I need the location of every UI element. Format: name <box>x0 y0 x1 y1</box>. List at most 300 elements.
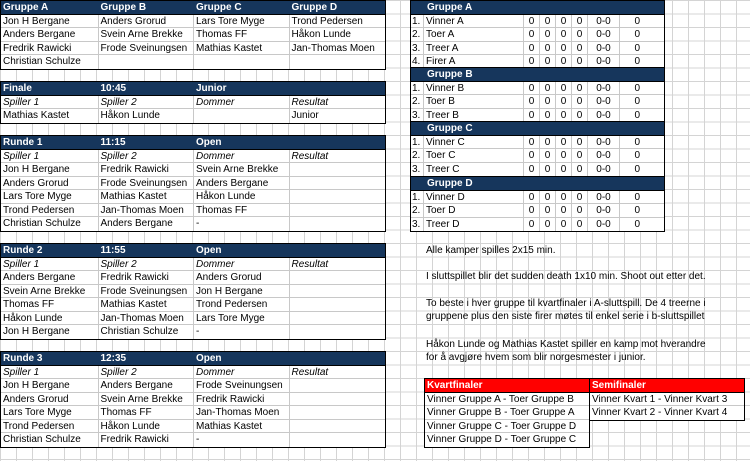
stat-cell[interactable]: 0 <box>540 82 556 95</box>
score-cell[interactable]: 0-0 <box>588 109 620 123</box>
stat-cell[interactable]: 0 <box>556 82 572 95</box>
table-cell[interactable]: Frode Sveinungsen <box>99 285 195 298</box>
subheader-cell[interactable]: Spiller 2 <box>99 258 195 271</box>
table-cell[interactable]: Anders Bergane <box>99 379 195 392</box>
table-row <box>1 15 385 29</box>
stat-cell[interactable]: 0 <box>524 28 540 41</box>
finale-table <box>0 81 386 124</box>
table-row <box>1 28 385 42</box>
standings-title[interactable]: Gruppe A <box>411 1 664 14</box>
header-cell[interactable]: 10:45 <box>98 82 194 95</box>
stat-cell[interactable]: 0 <box>524 163 540 177</box>
table-cell[interactable]: Anders Bergane <box>1 28 99 41</box>
table-row <box>1 109 385 123</box>
table-cell[interactable]: Jan-Thomas Moen <box>99 312 195 325</box>
standings-header-row <box>411 122 664 136</box>
subheader-cell[interactable]: Spiller 2 <box>99 366 195 379</box>
table-cell[interactable]: Frode Sveinungsen <box>194 379 290 392</box>
table-cell[interactable]: Christian Schulze <box>1 55 99 69</box>
table-row <box>1 298 385 312</box>
standings-title[interactable]: Gruppe D <box>411 177 664 190</box>
subheader-row <box>1 96 385 110</box>
header-cell[interactable]: Gruppe B <box>98 1 194 14</box>
table-cell[interactable]: Håkon Lunde <box>291 29 351 40</box>
header-cell[interactable]: 11:15 <box>98 136 194 149</box>
subheader-cell[interactable]: Spiller 1 <box>1 366 99 379</box>
round-1-table <box>0 135 386 232</box>
table-cell[interactable]: Håkon Lunde <box>1 312 99 325</box>
stat-cell[interactable]: 0 <box>556 42 572 55</box>
subheader-row <box>1 150 385 164</box>
points-cell[interactable]: 0 <box>634 29 640 40</box>
score-cell[interactable]: 0-0 <box>588 136 620 149</box>
score-cell[interactable]: 0-0 <box>588 218 620 232</box>
team-cell[interactable]: Firer A <box>424 55 524 69</box>
table-cell[interactable] <box>290 312 386 325</box>
table-cell[interactable] <box>290 406 386 419</box>
points-cell[interactable]: 0 <box>634 191 640 203</box>
subheader-cell[interactable]: Dommer <box>194 258 290 271</box>
table-cell[interactable]: - <box>194 217 290 231</box>
stat-cell[interactable]: 0 <box>572 204 588 217</box>
stat-cell[interactable]: 0 <box>572 218 588 232</box>
table-cell[interactable] <box>290 271 386 284</box>
note-line[interactable]: Håkon Lunde og Mathias Kastet spiller en kamp mot hverandre <box>426 339 706 350</box>
rank-cell[interactable]: 3. <box>411 163 424 177</box>
team-cell[interactable]: Vinner B <box>424 82 524 95</box>
points-cell[interactable]: 0 <box>634 218 640 230</box>
stat-cell[interactable]: 0 <box>556 28 572 41</box>
groups-header-row <box>1 1 385 15</box>
stat-cell[interactable]: 0 <box>556 149 572 162</box>
table-cell[interactable]: Anders Bergane <box>99 217 195 231</box>
table-cell[interactable]: Fredrik Rawicki <box>99 271 195 284</box>
table-cell[interactable]: Thomas FF <box>194 28 290 41</box>
subheader-cell[interactable]: Spiller 2 <box>99 150 195 163</box>
table-cell[interactable]: Trond Pedersen <box>1 204 99 217</box>
score-cell[interactable]: 0-0 <box>588 191 620 204</box>
standings-row <box>411 218 664 232</box>
team-cell[interactable]: Toer B <box>424 95 524 108</box>
points-cell[interactable]: 0 <box>634 163 640 175</box>
team-cell[interactable]: Toer D <box>424 204 524 217</box>
table-row <box>1 406 385 420</box>
stat-cell[interactable]: 0 <box>540 163 556 177</box>
table-cell[interactable]: Anders Grorud <box>194 271 290 284</box>
header-cell[interactable]: Gruppe C <box>194 1 290 14</box>
score-cell[interactable]: 0-0 <box>588 55 620 69</box>
stat-cell[interactable]: 0 <box>572 149 588 162</box>
score-cell[interactable]: 0-0 <box>588 163 620 177</box>
table-row <box>1 420 385 434</box>
standings-title[interactable]: Gruppe C <box>411 122 664 135</box>
stat-cell[interactable]: 0 <box>540 149 556 162</box>
team-cell[interactable]: Toer C <box>424 149 524 162</box>
stat-cell[interactable]: 0 <box>556 204 572 217</box>
subheader-row <box>1 366 385 380</box>
table-row <box>1 190 385 204</box>
stat-cell[interactable]: 0 <box>540 136 556 149</box>
round-header-row <box>1 244 385 258</box>
rank-cell[interactable]: 3. <box>411 42 424 55</box>
subheader-cell[interactable]: Spiller 1 <box>1 96 99 109</box>
rank-cell[interactable]: 1. <box>411 136 424 149</box>
table-cell[interactable]: Anders Bergane <box>194 177 290 190</box>
table-cell[interactable]: Svein Arne Brekke <box>1 285 99 298</box>
stat-cell[interactable]: 0 <box>556 136 572 149</box>
stat-cell[interactable]: 0 <box>524 55 540 69</box>
note-line[interactable]: gruppene plus den siste firer møtes til enkel serie i b-sluttspillet <box>426 311 705 322</box>
kvartfinaler-title[interactable]: Kvartfinaler <box>425 379 589 392</box>
team-cell[interactable]: Vinner C <box>424 136 524 149</box>
standings-row <box>411 109 664 123</box>
rank-cell[interactable]: 1. <box>411 15 424 28</box>
team-cell[interactable]: Treer A <box>424 42 524 55</box>
standings-group-c <box>410 121 665 177</box>
table-cell[interactable]: Frode Sveinungsen <box>99 42 195 55</box>
stat-cell[interactable]: 0 <box>540 28 556 41</box>
table-cell[interactable]: Christian Schulze <box>1 217 99 231</box>
stat-cell[interactable]: 0 <box>524 149 540 162</box>
table-cell[interactable]: Anders Bergane <box>1 271 99 284</box>
team-cell[interactable]: Treer C <box>424 163 524 177</box>
table-row <box>1 312 385 326</box>
stat-cell[interactable]: 0 <box>556 55 572 69</box>
rank-cell[interactable]: 1. <box>411 191 424 204</box>
table-cell[interactable]: Lars Tore Myge <box>194 312 290 325</box>
subheader-cell[interactable]: Resultat <box>291 258 329 270</box>
score-cell[interactable]: 0-0 <box>588 95 620 108</box>
table-cell[interactable]: Trond Pedersen <box>194 298 290 311</box>
table-row <box>1 393 385 407</box>
table-cell[interactable]: Jon H Bergane <box>1 163 99 176</box>
rank-cell[interactable]: 2. <box>411 95 424 108</box>
standings-group-d <box>410 176 665 232</box>
header-cell[interactable]: Gruppe A <box>1 1 98 14</box>
standings-row <box>411 95 664 109</box>
stat-cell[interactable]: 0 <box>572 55 588 69</box>
match-row <box>425 433 589 447</box>
table-cell[interactable]: Trond Pedersen <box>291 15 363 27</box>
table-cell[interactable] <box>290 190 386 203</box>
subheader-cell[interactable]: Spiller 1 <box>1 258 99 271</box>
table-cell[interactable] <box>290 325 386 339</box>
table-cell[interactable]: Håkon Lunde <box>99 109 195 123</box>
match-cell[interactable]: Vinner Gruppe B - Toer Gruppe A <box>427 407 575 418</box>
table-cell[interactable]: Thomas FF <box>99 406 195 419</box>
match-cell[interactable]: Vinner Kvart 2 - Vinner Kvart 4 <box>592 407 728 418</box>
table-row <box>1 163 385 177</box>
table-cell[interactable]: Jon H Bergane <box>1 325 99 339</box>
table-cell[interactable] <box>290 217 386 231</box>
header-cell[interactable]: 11:55 <box>98 244 194 257</box>
standings-row <box>411 191 664 205</box>
stat-cell[interactable]: 0 <box>572 28 588 41</box>
table-cell[interactable]: Svein Arne Brekke <box>194 163 290 176</box>
table-cell[interactable]: Mathias Kastet <box>99 190 195 203</box>
table-cell[interactable]: Frode Sveinungsen <box>99 177 195 190</box>
stat-cell[interactable]: 0 <box>556 191 572 204</box>
match-row <box>590 393 744 407</box>
team-cell[interactable]: Treer B <box>424 109 524 123</box>
table-cell[interactable] <box>194 55 290 69</box>
stat-cell[interactable]: 0 <box>572 191 588 204</box>
match-cell[interactable]: Vinner Gruppe A - Toer Gruppe B <box>427 393 574 405</box>
note-line[interactable]: for å avgjøre hvem som blir norgesmester i junior. <box>426 352 646 363</box>
standings-row <box>411 15 664 29</box>
standings-row <box>411 42 664 56</box>
header-cell[interactable]: Open <box>194 352 290 365</box>
match-cell[interactable]: Vinner Gruppe C - Toer Gruppe D <box>427 420 577 432</box>
rank-cell[interactable]: 3. <box>411 109 424 123</box>
stat-cell[interactable]: 0 <box>540 109 556 123</box>
kvartfinaler-table <box>424 378 590 448</box>
table-row <box>1 217 385 231</box>
subheader-cell[interactable]: Resultat <box>291 96 329 108</box>
points-cell[interactable]: 0 <box>634 82 640 94</box>
table-row <box>1 285 385 299</box>
table-cell[interactable] <box>290 55 386 69</box>
note-line[interactable]: To beste i hver gruppe til kvartfinaler i A-sluttspill. De 4 treerne i <box>426 298 706 309</box>
points-cell[interactable]: 0 <box>634 205 640 216</box>
score-cell[interactable]: 0-0 <box>588 204 620 217</box>
team-cell[interactable]: Vinner A <box>424 15 524 28</box>
semifinaler-table <box>589 378 745 421</box>
subheader-cell[interactable]: Resultat <box>291 150 329 162</box>
standings-row <box>411 28 664 42</box>
table-cell[interactable] <box>290 285 386 298</box>
score-cell[interactable]: 0-0 <box>588 82 620 95</box>
finale-header-row <box>1 82 385 96</box>
match-row <box>425 420 589 434</box>
match-cell[interactable]: Vinner Gruppe D - Toer Gruppe C <box>427 434 577 445</box>
match-row <box>590 406 744 420</box>
stat-cell[interactable]: 0 <box>524 204 540 217</box>
table-cell[interactable] <box>99 55 195 69</box>
stat-cell[interactable]: 0 <box>556 15 572 28</box>
header-cell[interactable]: Finale <box>1 82 98 95</box>
header-cell[interactable] <box>289 136 385 149</box>
table-cell[interactable] <box>290 433 386 447</box>
table-row <box>1 204 385 218</box>
table-cell[interactable] <box>290 393 386 406</box>
table-row <box>1 325 385 339</box>
stat-cell[interactable]: 0 <box>572 163 588 177</box>
standings-header-row <box>411 68 664 82</box>
table-cell[interactable] <box>290 163 386 176</box>
table-cell[interactable]: Jan-Thomas Moen <box>291 42 375 54</box>
points-cell[interactable]: 0 <box>634 96 640 107</box>
match-row <box>425 393 589 407</box>
header-cell[interactable] <box>289 82 385 95</box>
rank-cell[interactable]: 3. <box>411 218 424 232</box>
table-cell[interactable]: Svein Arne Brekke <box>99 393 195 406</box>
semifinaler-title[interactable]: Semifinaler <box>590 379 744 392</box>
table-cell[interactable]: Anders Grorud <box>99 15 195 28</box>
stat-cell[interactable]: 0 <box>556 163 572 177</box>
header-cell[interactable]: Open <box>194 136 290 149</box>
subheader-cell[interactable]: Spiller 2 <box>99 96 195 109</box>
points-cell[interactable]: 0 <box>634 56 640 67</box>
team-cell[interactable]: Vinner D <box>424 191 524 204</box>
table-cell[interactable]: Lars Tore Myge <box>1 406 99 419</box>
header-cell[interactable] <box>289 352 385 365</box>
rank-cell[interactable]: 1. <box>411 82 424 95</box>
table-row <box>1 177 385 191</box>
table-cell[interactable]: Jon H Bergane <box>1 15 99 28</box>
table-cell[interactable]: Fredrik Rawicki <box>194 393 290 406</box>
subheader-cell[interactable]: Spiller 1 <box>1 150 99 163</box>
standings-group-b <box>410 67 665 123</box>
table-cell[interactable]: Fredrik Rawicki <box>99 163 195 176</box>
standings-row <box>411 82 664 96</box>
table-cell[interactable]: Jon H Bergane <box>1 379 99 392</box>
groups-table <box>0 0 386 70</box>
stat-cell[interactable]: 0 <box>540 95 556 108</box>
table-cell[interactable]: Lars Tore Myge <box>1 190 99 203</box>
rank-cell[interactable]: 4. <box>411 55 424 69</box>
table-cell[interactable]: Anders Grorud <box>1 177 99 190</box>
stat-cell[interactable]: 0 <box>540 55 556 69</box>
table-cell[interactable]: Mathias Kastet <box>194 42 290 55</box>
stat-cell[interactable]: 0 <box>524 95 540 108</box>
table-cell[interactable]: Trond Pedersen <box>1 420 99 433</box>
table-cell[interactable]: Anders Grorud <box>1 393 99 406</box>
match-row <box>425 406 589 420</box>
table-cell[interactable]: Håkon Lunde <box>194 190 290 203</box>
table-cell[interactable]: Junior <box>291 110 319 121</box>
table-cell[interactable]: Mathias Kastet <box>194 420 290 433</box>
round-2-table <box>0 243 386 340</box>
table-cell[interactable]: Thomas FF <box>1 298 99 311</box>
stat-cell[interactable]: 0 <box>572 109 588 123</box>
stat-cell[interactable]: 0 <box>524 15 540 28</box>
table-cell[interactable]: Fredrik Rawicki <box>99 433 195 447</box>
table-cell[interactable] <box>194 109 290 123</box>
stat-cell[interactable]: 0 <box>524 218 540 232</box>
header-cell[interactable]: Open <box>194 244 290 257</box>
points-cell[interactable]: 0 <box>634 109 640 121</box>
team-cell[interactable]: Treer D <box>424 218 524 232</box>
stat-cell[interactable]: 0 <box>540 218 556 232</box>
score-cell[interactable]: 0-0 <box>588 42 620 55</box>
subheader-cell[interactable]: Dommer <box>194 150 290 163</box>
stat-cell[interactable]: 0 <box>556 218 572 232</box>
table-cell[interactable] <box>290 420 386 433</box>
round-3-table <box>0 351 386 448</box>
header-cell[interactable] <box>289 244 385 257</box>
table-row <box>1 379 385 393</box>
standings-row <box>411 163 664 177</box>
stat-cell[interactable]: 0 <box>556 109 572 123</box>
points-cell[interactable]: 0 <box>634 136 640 148</box>
stat-cell[interactable]: 0 <box>524 109 540 123</box>
score-cell[interactable]: 0-0 <box>588 149 620 162</box>
standings-row <box>411 204 664 218</box>
table-cell[interactable]: Svein Arne Brekke <box>99 28 195 41</box>
table-cell[interactable]: Christian Schulze <box>1 433 99 447</box>
kvartfinaler-header <box>425 379 589 393</box>
points-cell[interactable]: 0 <box>634 42 640 54</box>
subheader-cell[interactable]: Dommer <box>194 366 290 379</box>
stat-cell[interactable]: 0 <box>540 191 556 204</box>
standings-header-row <box>411 1 664 15</box>
table-row <box>1 42 385 56</box>
standings-title[interactable]: Gruppe B <box>411 68 664 81</box>
table-cell[interactable] <box>290 204 386 217</box>
table-cell[interactable]: Thomas FF <box>194 204 290 217</box>
table-cell[interactable]: Jon H Bergane <box>194 285 290 298</box>
subheader-cell[interactable]: Resultat <box>291 366 329 378</box>
subheader-row <box>1 258 385 272</box>
stat-cell[interactable]: 0 <box>572 15 588 28</box>
points-cell[interactable]: 0 <box>634 15 640 27</box>
header-cell[interactable]: Runde 2 <box>1 244 98 257</box>
match-cell[interactable]: Vinner Kvart 1 - Vinner Kvart 3 <box>592 393 728 405</box>
rank-cell[interactable]: 2. <box>411 149 424 162</box>
table-cell[interactable]: Fredrik Rawicki <box>1 42 99 55</box>
table-row <box>1 55 385 69</box>
table-row <box>1 433 385 447</box>
note-line[interactable]: I sluttspillet blir det sudden death 1x10 min. Shoot out etter det. <box>426 271 706 282</box>
table-cell[interactable]: Lars Tore Myge <box>194 15 290 28</box>
stat-cell[interactable]: 0 <box>524 136 540 149</box>
stat-cell[interactable]: 0 <box>572 95 588 108</box>
stat-cell[interactable]: 0 <box>572 82 588 95</box>
header-cell[interactable]: 12:35 <box>98 352 194 365</box>
table-cell[interactable] <box>290 379 386 392</box>
subheader-cell[interactable]: Dommer <box>194 96 290 109</box>
stat-cell[interactable]: 0 <box>524 82 540 95</box>
header-cell[interactable]: Runde 3 <box>1 352 98 365</box>
stat-cell[interactable]: 0 <box>524 42 540 55</box>
rank-cell[interactable]: 2. <box>411 204 424 217</box>
standings-group-a <box>410 0 665 70</box>
team-cell[interactable]: Toer A <box>424 28 524 41</box>
header-cell[interactable]: Junior <box>194 82 290 95</box>
semifinaler-header <box>590 379 744 393</box>
round-header-row <box>1 136 385 150</box>
table-cell[interactable]: - <box>194 433 290 447</box>
standings-row <box>411 149 664 163</box>
header-cell[interactable]: Gruppe D <box>289 1 385 14</box>
note-line[interactable]: Alle kamper spilles 2x15 min. <box>426 245 556 256</box>
header-cell[interactable]: Runde 1 <box>1 136 98 149</box>
stat-cell[interactable]: 0 <box>556 95 572 108</box>
table-cell[interactable]: - <box>194 325 290 339</box>
table-cell[interactable]: Mathias Kastet <box>99 298 195 311</box>
stat-cell[interactable]: 0 <box>540 42 556 55</box>
table-cell[interactable]: Mathias Kastet <box>1 109 99 123</box>
score-cell[interactable]: 0-0 <box>588 28 620 41</box>
table-cell[interactable] <box>290 177 386 190</box>
standings-row <box>411 136 664 150</box>
stat-cell[interactable]: 0 <box>572 136 588 149</box>
table-cell[interactable]: Jan-Thomas Moen <box>194 406 290 419</box>
stat-cell[interactable]: 0 <box>524 191 540 204</box>
points-cell[interactable]: 0 <box>634 150 640 161</box>
stat-cell[interactable]: 0 <box>540 15 556 28</box>
stat-cell[interactable]: 0 <box>540 204 556 217</box>
stat-cell[interactable]: 0 <box>572 42 588 55</box>
score-cell[interactable]: 0-0 <box>588 15 620 28</box>
table-cell[interactable]: Christian Schulze <box>99 325 195 339</box>
table-cell[interactable] <box>290 298 386 311</box>
rank-cell[interactable]: 2. <box>411 28 424 41</box>
table-cell[interactable]: Håkon Lunde <box>99 420 195 433</box>
round-header-row <box>1 352 385 366</box>
table-cell[interactable]: Jan-Thomas Moen <box>99 204 195 217</box>
